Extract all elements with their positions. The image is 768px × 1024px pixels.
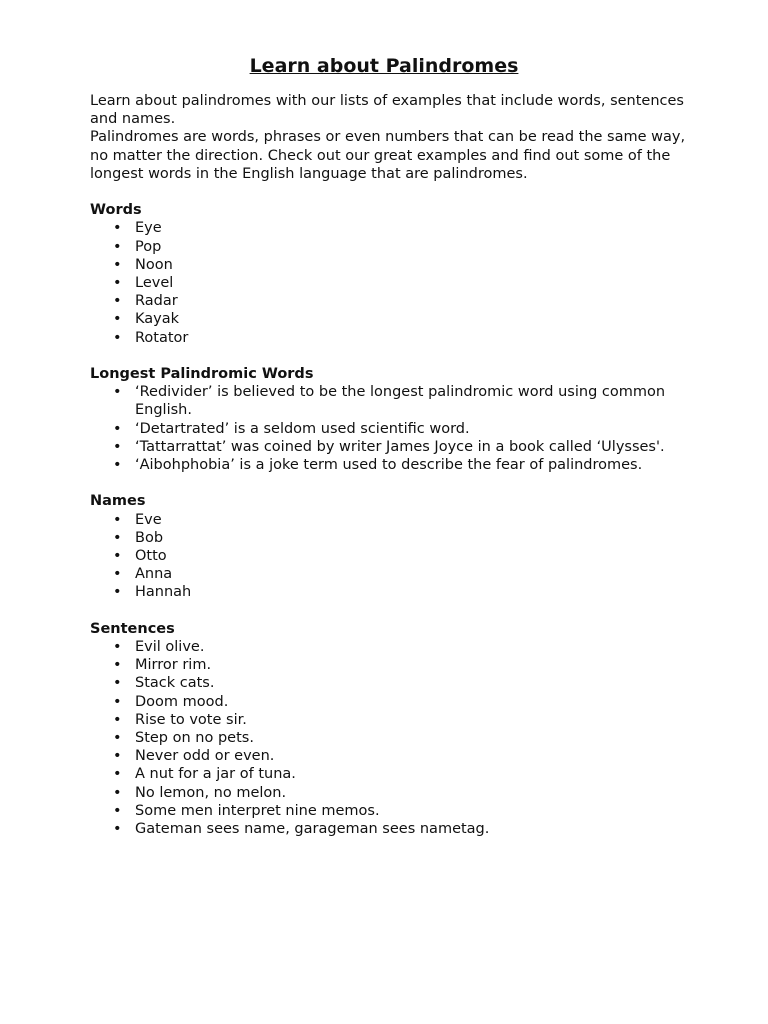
list-item [90,820,690,838]
list-item-text: ‘Aibohphobia’ is a joke term used to describe the fear of palindromes. [135,457,643,474]
bullet-icon: • [113,675,122,692]
bullet-icon: • [113,438,122,455]
list-item-text: Rotator [135,329,189,346]
list-item-text: Doom mood. [135,693,229,710]
bullet-icon: • [113,457,122,474]
intro-paragraph: Learn about palindromes with our lists of examples that include words, sentences and names. [90,93,684,128]
list-item [90,219,690,237]
list-item-text: No lemon, no melon. [135,784,287,801]
section-heading: Names [90,493,146,510]
bullet-icon: • [113,657,122,674]
list-item [90,747,690,765]
section-heading: Sentences [90,620,175,637]
list-item-text: ‘Tattarrattat’ was coined by writer James Joyce in a book called ‘Ulysses'. [135,438,665,455]
section-sentences [90,620,690,838]
list-item [90,547,690,565]
list-item-text: Some men interpret nine memos. [135,802,380,819]
bullet-icon: • [113,256,122,273]
list-item-text: Bob [135,529,164,546]
list-item-text: Evil olive. [135,639,205,656]
bullet-icon: • [113,784,122,801]
list-item [90,329,690,347]
list-item [90,511,690,529]
list-item [90,456,690,474]
list-item-text: ‘Detartrated’ is a seldom used scientific word. [135,420,470,437]
sentences-list [90,638,690,838]
intro [90,92,690,183]
list-item-text: ‘Redivider’ is believed to be the longest palindromic word using common English. [135,384,666,419]
names-list [90,511,690,602]
list-item-text: Eye [135,220,162,237]
list-item [90,802,690,820]
bullet-icon: • [113,511,122,528]
list-item-text: Kayak [135,311,180,328]
list-item-text: Eve [135,511,162,528]
page-title: Learn about Palindromes [249,55,519,77]
list-item [90,565,690,583]
list-item [90,693,690,711]
bullet-icon: • [113,821,122,838]
bullet-icon: • [113,220,122,237]
list-item-text: Hannah [135,584,192,601]
bullet-icon: • [113,311,122,328]
bullet-icon: • [113,420,122,437]
list-item-text: Pop [135,238,162,255]
list-item-text: Mirror rim. [135,657,212,674]
bullet-icon: • [113,275,122,292]
list-item [90,711,690,729]
bullet-icon: • [113,584,122,601]
list-item [90,438,690,456]
list-item-text: Otto [135,548,167,565]
bullet-icon: • [113,639,122,656]
list-item [90,784,690,802]
longest-words-list [90,383,690,474]
bullet-icon: • [113,711,122,728]
intro-paragraph: Palindromes are words, phrases or even numbers that can be read the same way, no matter the direction. Check out our great examples and find out some of the longest words in the English language that are palindromes. [90,129,686,182]
bullet-icon: • [113,293,122,310]
bullet-icon: • [113,238,122,255]
list-item [90,729,690,747]
bullet-icon: • [113,529,122,546]
bullet-icon: • [113,548,122,565]
list-item [90,529,690,547]
list-item-text: Step on no pets. [135,730,254,747]
list-item [90,383,690,419]
words-list [90,219,690,346]
bullet-icon: • [113,329,122,346]
bullet-icon: • [113,802,122,819]
list-item [90,238,690,256]
list-item-text: Never odd or even. [135,748,275,765]
section-names [90,492,690,601]
list-item-text: Radar [135,293,178,310]
list-item-text: A nut for a jar of tuna. [135,766,296,783]
bullet-icon: • [113,748,122,765]
list-item-text: Noon [135,256,173,273]
section-longest-words [90,365,690,474]
list-item [90,674,690,692]
list-item-text: Level [135,275,174,292]
list-item [90,765,690,783]
section-words [90,201,690,347]
list-item-text: Anna [135,566,173,583]
list-item-text: Rise to vote sir. [135,711,247,728]
section-heading: Longest Palindromic Words [90,366,314,383]
bullet-icon: • [113,384,122,401]
section-heading: Words [90,202,142,219]
list-item [90,420,690,438]
list-item [90,583,690,601]
list-item [90,656,690,674]
bullet-icon: • [113,693,122,710]
list-item-text: Gateman sees name, garageman sees nametag. [135,821,490,838]
document-body [90,92,690,838]
bullet-icon: • [113,766,122,783]
bullet-icon: • [113,730,122,747]
list-item [90,256,690,274]
list-item [90,274,690,292]
list-item [90,310,690,328]
list-item-text: Stack cats. [135,675,215,692]
list-item [90,292,690,310]
list-item [90,638,690,656]
bullet-icon: • [113,566,122,583]
